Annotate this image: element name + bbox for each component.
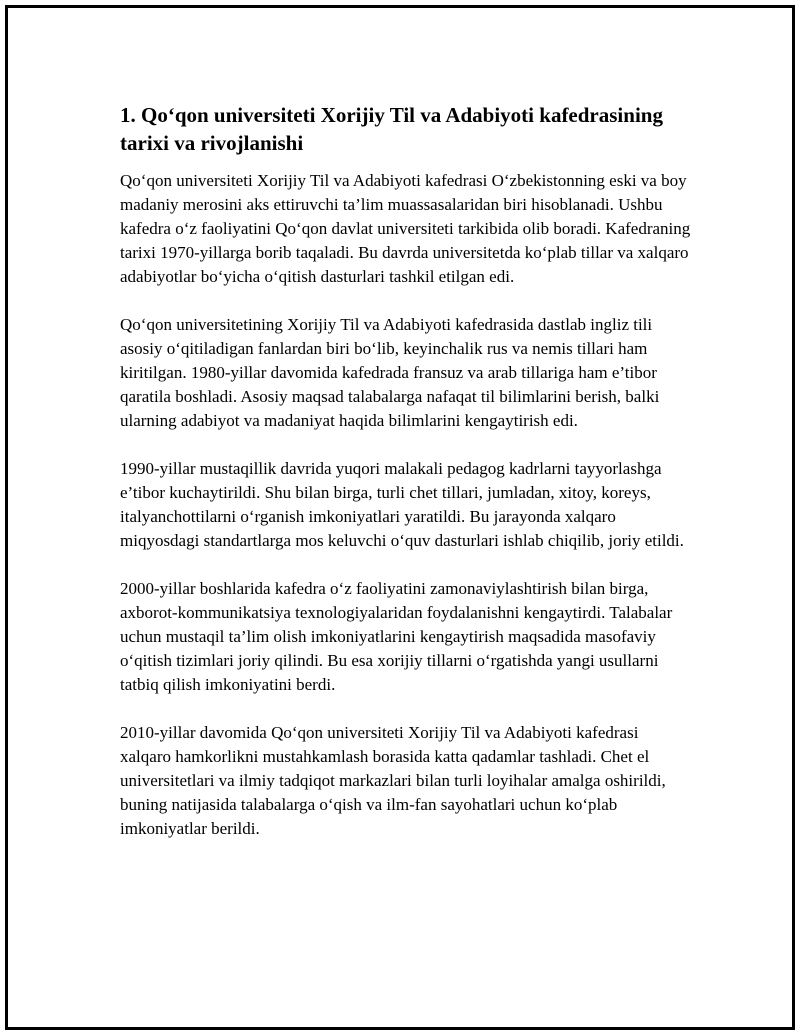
section-heading: 1. Qo‘qon universiteti Xorijiy Til va Adabiyoti kafedrasining tarixi va rivojlanishi (120, 103, 663, 155)
paragraph-4: 2000-yillar boshlarida kafedra o‘z faoliyatini zamonaviylashtirish bilan birga, axborot-kommunikatsiya texnologiyalaridan foydalanishni kengaytirdi. Talabalar uchun mustaqil ta’lim olish imkoniyatlarini kengaytirish maqsadida masofaviy o‘qitish tizimlari joriy qilindi. Bu esa xorijiy tillarni o‘rgatishda yangi usullarni tatbiq qilish imkoniyatini berdi. (120, 579, 673, 694)
document-body (120, 101, 692, 865)
paragraph-3: 1990-yillar mustaqillik davrida yuqori malakali pedagog kadrlarni tayyorlashga e’tibor kuchaytirildi. Shu bilan birga, turli chet tillari, jumladan, xitoy, koreys, italyanchottilarni o‘rganish imkoniyatlari yaratildi. Bu jarayonda xalqaro miqyosdagi standartlarga mos keluvchi o‘quv dasturlari ishlab chiqilib, joriy etildi. (120, 459, 684, 550)
paragraph-1: Qo‘qon universiteti Xorijiy Til va Adabiyoti kafedrasi O‘zbekistonning eski va boy madaniy merosini aks ettiruvchi ta’lim muassasalaridan biri hisoblanadi. Ushbu kafedra o‘z faoliyatini Qo‘qon davlat universiteti tarkibida olib boradi. Kafedraning tarixi 1970-yillarga borib taqaladi. Bu davrda universitetda ko‘plab tillar va xalqaro adabiyotlar bo‘yicha o‘qitish dasturlari tashkil etilgan edi. (120, 171, 691, 286)
paragraph-5: 2010-yillar davomida Qo‘qon universiteti Xorijiy Til va Adabiyoti kafedrasi xalqaro hamkorlikni mustahkamlash borasida katta qadamlar tashladi. Chet el universitetlari va ilmiy tadqiqot markazlari bilan turli loyihalar amalga oshirildi, buning natijasida talabalarga o‘qish va ilm-fan sayohatlari uchun ko‘plab imkoniyatlar berildi. (120, 723, 666, 838)
paragraph-2: Qo‘qon universitetining Xorijiy Til va Adabiyoti kafedrasida dastlab ingliz tili asosiy o‘qitiladigan fanlardan biri bo‘lib, keyinchalik rus va nemis tillari ham kiritilgan. 1980-yillar davomida kafedrada fransuz va arab tillariga ham e’tibor qaratila boshladi. Asosiy maqsad talabalarga nafaqat til bilimlarini berish, balki ularning adabiyot va madaniyat haqida bilimlarini kengaytirish edi. (120, 315, 660, 430)
page-frame (5, 5, 795, 1030)
